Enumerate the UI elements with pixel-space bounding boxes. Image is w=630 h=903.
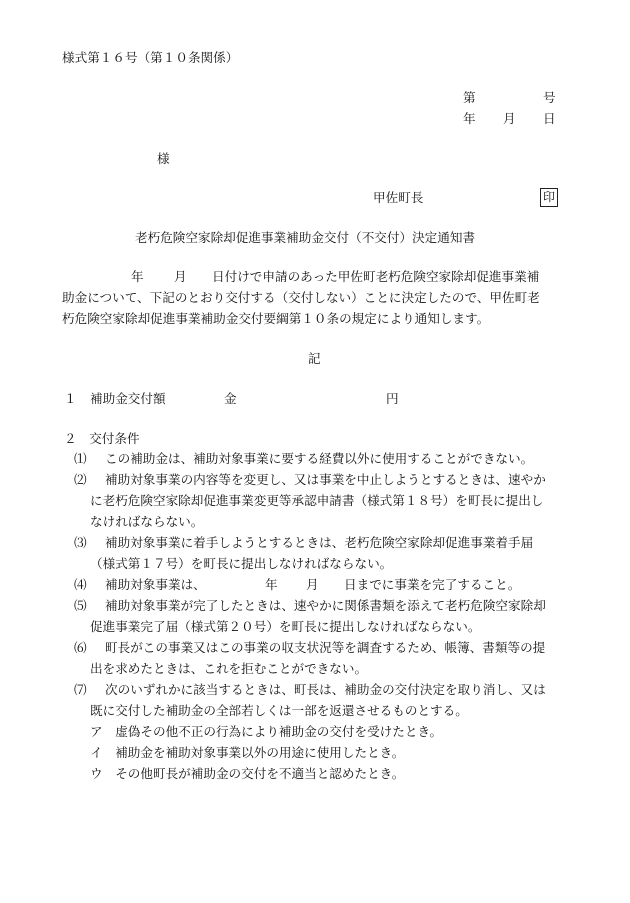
condition-6-line-2: 出を求めたときは、これを拒むことができない。 <box>90 661 368 676</box>
date-day: 日 <box>543 111 556 126</box>
condition-7-item-i: イ 補助金を補助対象事業以外の用途に使用したとき。 <box>90 745 405 760</box>
section1-kin: 金 <box>224 391 237 406</box>
intro-line-3: 朽危険空家除却促進事業補助金交付要綱第１０条の規定により通知します。 <box>62 311 490 326</box>
seal-mark: 印 <box>540 188 558 207</box>
condition-1-line-1: この補助金は、補助対象事業に要する経費以外に使用することができない。 <box>105 451 534 466</box>
condition-4-mark: ⑷ <box>74 577 87 592</box>
section1-yen: 円 <box>386 391 399 406</box>
condition-7-item-u: ウ その他町長が補助金の交付を不適当と認めたとき。 <box>90 766 405 781</box>
document-number-prefix: 第 <box>463 90 476 105</box>
condition-5-line-2: 促進事業完了届（様式第２０号）を町長に提出しなければならない。 <box>90 619 481 634</box>
condition-4-rest: 日までに事業を完了すること。 <box>344 577 521 592</box>
condition-3-line-1: 補助対象事業に着手しようとするときは、老朽危険空家除却促進事業着手届 <box>105 535 534 550</box>
document-number-suffix: 号 <box>543 90 556 105</box>
condition-1-mark: ⑴ <box>74 451 87 466</box>
condition-3-mark: ⑶ <box>74 535 87 550</box>
intro-line-1: 日付けで申請のあった甲佐町老朽危険空家除却促進事業補 <box>212 269 540 284</box>
intro-line-2: 助金について、下記のとおり交付する（交付しない）ことに決定したので、甲佐町老 <box>62 290 540 305</box>
condition-7-mark: ⑺ <box>74 682 87 697</box>
condition-6-mark: ⑹ <box>74 640 87 655</box>
intro-year: 年 <box>131 269 144 284</box>
condition-7-line-1: 次のいずれかに該当するときは、町長は、補助金の交付決定を取り消し、又は <box>105 682 546 697</box>
date-month: 月 <box>503 111 516 126</box>
condition-6-line-1: 町長がこの事業又はこの事業の収支状況等を調査するため、帳簿、書類等の提 <box>105 640 546 655</box>
ki-heading: 記 <box>308 351 321 366</box>
condition-4-year: 年 <box>265 577 278 592</box>
date-year: 年 <box>463 111 476 126</box>
intro-month: 月 <box>174 269 187 284</box>
condition-2-line-3: なければならない。 <box>90 514 204 529</box>
section2-heading: ２ 交付条件 <box>64 431 140 446</box>
issuer: 甲佐町長 <box>373 190 424 205</box>
condition-5-mark: ⑸ <box>74 598 87 613</box>
section1-number: １ <box>64 391 77 406</box>
condition-3-line-2: （様式第１７号）を町長に提出しなければならない。 <box>90 556 393 571</box>
condition-4-text: 補助対象事業は、 <box>105 577 206 592</box>
condition-2-line-1: 補助対象事業の内容等を変更し、又は事業を中止しようとするときは、速やか <box>105 472 546 487</box>
addressee-suffix: 様 <box>157 151 170 166</box>
form-number: 様式第１６号（第１０条関係） <box>62 50 239 65</box>
condition-5-line-1: 補助対象事業が完了したときは、速やかに関係書類を添えて老朽危険空家除却 <box>105 598 546 613</box>
condition-7-line-2: 既に交付した補助金の全部若しくは一部を返還させるものとする。 <box>90 703 468 718</box>
document-title: 老朽危険空家除却促進事業補助金交付（不交付）決定通知書 <box>135 230 476 245</box>
condition-7-item-a: ア 虚偽その他不正の行為により補助金の交付を受けたとき。 <box>90 724 443 739</box>
condition-2-line-2: に老朽危険空家除却促進事業変更等承認申請書（様式第１８号）を町長に提出し <box>90 493 544 508</box>
section1-label: 補助金交付額 <box>90 391 166 406</box>
condition-2-mark: ⑵ <box>74 472 87 487</box>
condition-4-month: 月 <box>306 577 319 592</box>
